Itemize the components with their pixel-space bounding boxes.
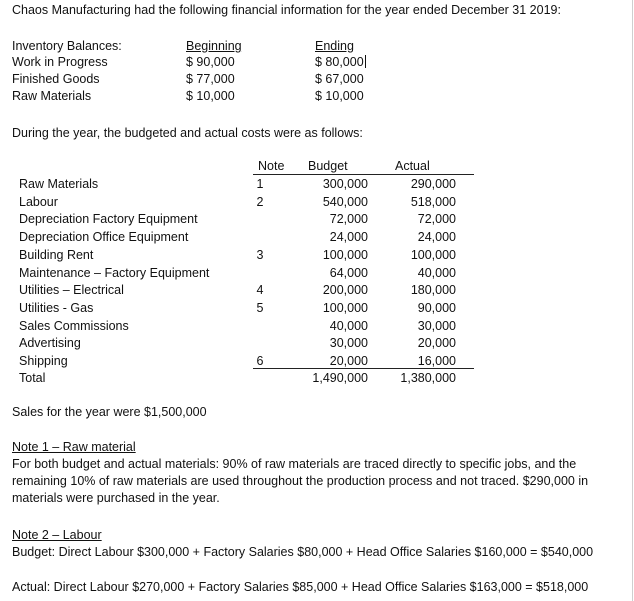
cost-row-note: 3 <box>256 248 264 262</box>
cost-row-actual: 518,000 <box>410 195 456 209</box>
cost-row-name: Raw Materials <box>19 177 99 191</box>
total-budget: 1,490,000 <box>312 371 368 385</box>
total-rule <box>253 368 474 369</box>
inventory-row-beginning: $ 77,000 <box>186 72 235 86</box>
inventory-row-name: Finished Goods <box>12 72 100 86</box>
cost-row-budget: 72,000 <box>329 212 368 226</box>
cost-row-budget: 64,000 <box>329 266 368 280</box>
page-edge-line <box>632 0 633 601</box>
cost-row-name: Depreciation Factory Equipment <box>19 212 198 226</box>
cost-row-name: Utilities - Gas <box>19 301 94 315</box>
inventory-row-ending-value: $ 80,000 <box>315 55 364 69</box>
cost-row-actual: 24,000 <box>417 230 456 244</box>
cost-row-note: 5 <box>256 301 264 315</box>
cost-row-budget: 100,000 <box>322 301 368 315</box>
cost-row-actual: 40,000 <box>417 266 456 280</box>
cost-row-name: Advertising <box>19 336 81 350</box>
inventory-row-ending: $ 67,000 <box>315 72 364 86</box>
costs-col-budget: Budget <box>308 159 348 173</box>
cost-row-note: 1 <box>256 177 264 191</box>
cost-row-actual: 100,000 <box>410 248 456 262</box>
cost-row-name: Maintenance – Factory Equipment <box>19 266 210 280</box>
inventory-row-ending: $ 10,000 <box>315 89 364 103</box>
costs-col-actual: Actual <box>395 159 430 173</box>
cost-row-actual: 16,000 <box>417 354 456 368</box>
cost-row-actual: 20,000 <box>417 336 456 350</box>
text-cursor <box>365 55 366 68</box>
inventory-row-beginning: $ 90,000 <box>186 55 235 69</box>
cost-row-note: 2 <box>256 195 264 209</box>
cost-row-budget: 200,000 <box>322 283 368 297</box>
inventory-row-beginning: $ 10,000 <box>186 89 235 103</box>
inventory-col-beginning: Beginning <box>186 39 242 53</box>
costs-col-note: Note <box>258 159 285 173</box>
note1-title: Note 1 – Raw material <box>12 440 136 454</box>
note2-actual-line: Actual: Direct Labour $270,000 + Factory Salaries $85,000 + Head Office Salaries $163,000 = $518,000 <box>12 580 589 594</box>
cost-row-budget: 30,000 <box>329 336 368 350</box>
cost-row-budget: 540,000 <box>322 195 368 209</box>
inventory-row-ending <box>315 55 366 70</box>
cost-row-actual: 72,000 <box>417 212 456 226</box>
header-rule <box>253 174 474 175</box>
total-actual: 1,380,000 <box>400 371 456 385</box>
cost-row-note: 4 <box>256 283 264 297</box>
cost-row-budget: 40,000 <box>329 319 368 333</box>
inventory-col-ending: Ending <box>315 39 354 53</box>
inventory-label: Inventory Balances: <box>12 39 122 53</box>
cost-row-name: Building Rent <box>19 248 94 262</box>
cost-row-name: Shipping <box>19 354 68 368</box>
costs-intro: During the year, the budgeted and actual costs were as follows: <box>12 126 363 140</box>
cost-row-name: Utilities – Electrical <box>19 283 124 297</box>
cost-row-actual: 180,000 <box>410 283 456 297</box>
note1-body: For both budget and actual materials: 90% of raw materials are traced directly to specific jobs, and the remaining 10% of raw materials are used throughout the production process and not traced. $290,000 in materials were purchased in the year. <box>12 457 589 505</box>
sales-line: Sales for the year were $1,500,000 <box>12 405 207 419</box>
cost-row-actual: 290,000 <box>410 177 456 191</box>
cost-row-actual: 90,000 <box>417 301 456 315</box>
inventory-row-name: Work in Progress <box>12 55 108 69</box>
cost-row-budget: 100,000 <box>322 248 368 262</box>
document-heading: Chaos Manufacturing had the following financial information for the year ended December 31 2019: <box>12 3 561 17</box>
cost-row-name: Sales Commissions <box>19 319 129 333</box>
note2-budget-line: Budget: Direct Labour $300,000 + Factory Salaries $80,000 + Head Office Salaries $160,000 = $540,000 <box>12 545 594 559</box>
note2-title: Note 2 – Labour <box>12 528 102 542</box>
cost-row-name: Depreciation Office Equipment <box>19 230 189 244</box>
inventory-row-name: Raw Materials <box>12 89 92 103</box>
cost-row-budget: 24,000 <box>329 230 368 244</box>
cost-row-name: Labour <box>19 195 58 209</box>
cost-row-note: 6 <box>256 354 264 368</box>
cost-row-budget: 20,000 <box>329 354 368 368</box>
cost-row-budget: 300,000 <box>322 177 368 191</box>
cost-row-actual: 30,000 <box>417 319 456 333</box>
total-label: Total <box>19 371 46 385</box>
